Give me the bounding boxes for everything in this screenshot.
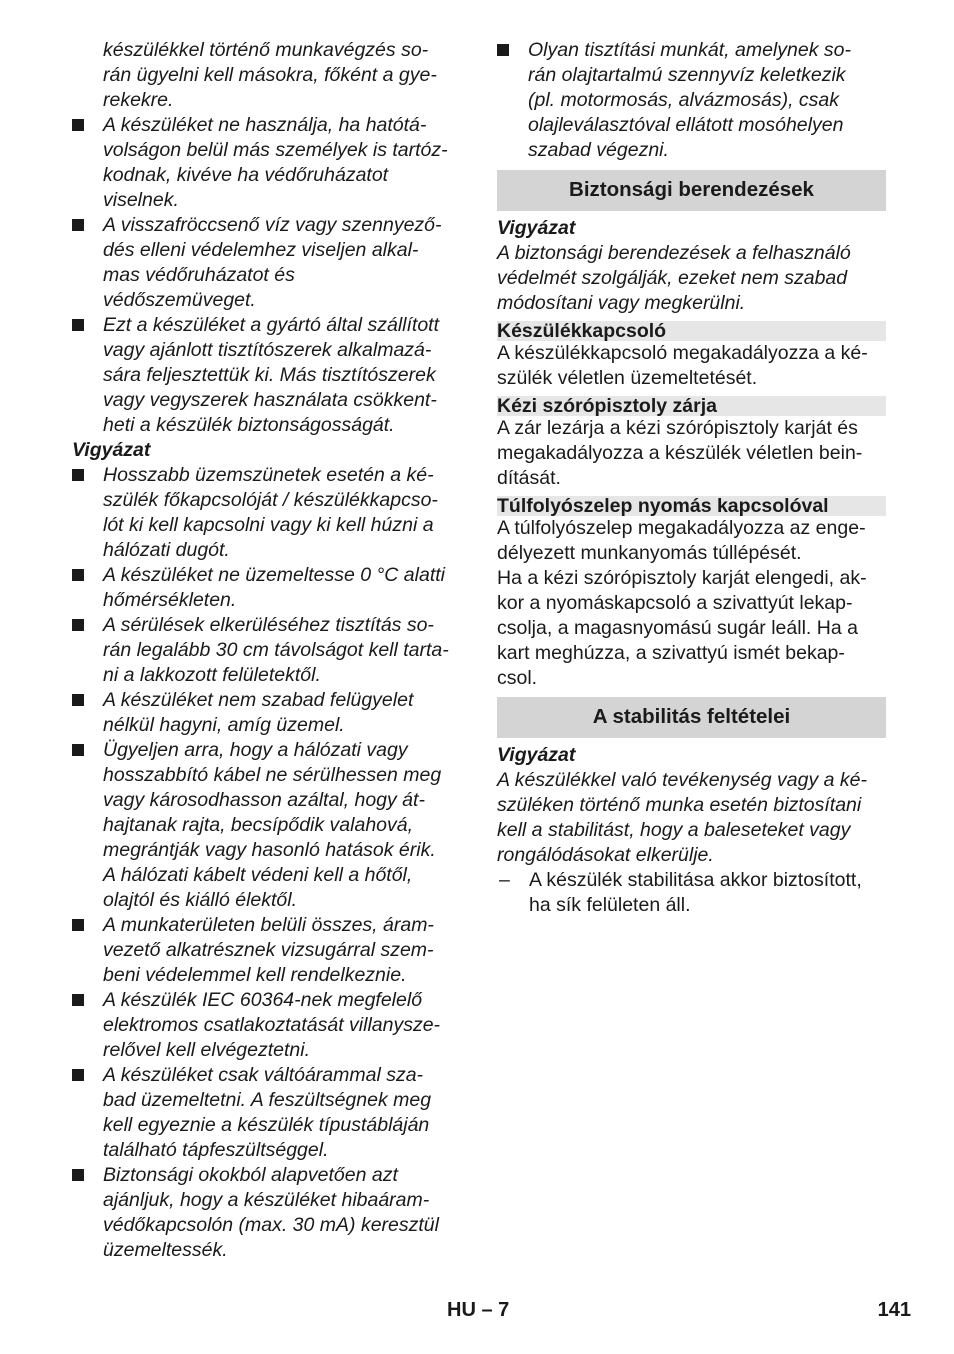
- text-line: Ha a kézi szórópisztoly karját elengedi, ak-: [497, 567, 867, 589]
- square-bullet-icon: [72, 619, 84, 631]
- text-line: olajtól és kiálló élektől.: [103, 889, 298, 911]
- bullet-item: [497, 38, 886, 163]
- text-line: kor a nyomáskapcsoló a szivattyút lekap-: [497, 592, 853, 614]
- square-bullet-icon: [72, 694, 84, 706]
- warning-label: Vigyázat: [497, 744, 576, 766]
- text-line: A zár lezárja a kézi szórópisztoly karját és: [497, 417, 858, 439]
- bullet-item: [72, 988, 464, 1063]
- text-line: csol.: [497, 667, 538, 689]
- text-line: megrántják vagy hasonló hatások érik.: [103, 839, 436, 861]
- text-line: Olyan tisztítási munkát, amelynek so-: [528, 39, 851, 61]
- text-line: kell a stabilitást, hogy a baleseteket vagy: [497, 819, 851, 841]
- paragraph: [497, 416, 886, 491]
- square-bullet-icon: [72, 319, 84, 331]
- bullet-item: [72, 213, 464, 313]
- text-line: Ezt a készüléket a gyártó által szállított: [103, 314, 439, 336]
- text-line: dés elleni védelemhez viseljen alkal-: [103, 239, 419, 261]
- warning-label: Vigyázat: [497, 217, 576, 239]
- dash-item-text: [529, 868, 886, 918]
- bullet-item: [72, 113, 464, 213]
- square-bullet-icon: [72, 219, 84, 231]
- right-column: [497, 38, 886, 918]
- text-line: szabad végezni.: [528, 139, 669, 161]
- warning-label: Vigyázat: [72, 439, 151, 461]
- text-line: védőszemüveget.: [103, 289, 256, 311]
- warning-text: [497, 241, 886, 316]
- text-line: A készülék stabilitása akkor biztosított,: [529, 869, 862, 891]
- text-line: mas védőruházatot és: [103, 264, 295, 286]
- text-line: elektromos csatlakoztatását villanysze-: [103, 1014, 441, 1036]
- text-line: védőkapcsolón (max. 30 mA) keresztül: [103, 1214, 439, 1236]
- bullet-item: [72, 1063, 464, 1163]
- text-line: A hálózati kábelt védeni kell a hőtől,: [103, 864, 413, 886]
- bullet-item: [72, 1163, 464, 1263]
- left-column: [72, 38, 464, 1263]
- text-line: kodnak, kivéve ha védőruházatot: [103, 164, 389, 186]
- text-line: A biztonsági berendezések a felhasználó: [497, 242, 851, 264]
- square-bullet-icon: [72, 119, 84, 131]
- text-line: kart meghúzza, a szivattyú ismét bekap-: [497, 642, 845, 664]
- text-line: rán legalább 30 cm távolságot kell tarta-: [103, 639, 449, 661]
- text-line: sára feljesztettük ki. Más tisztítószerek: [103, 364, 436, 386]
- text-line: viselnek.: [103, 189, 179, 211]
- text-line: A készüléket ne üzemeltesse 0 °C alatti: [103, 564, 445, 586]
- text-line: lót ki kell kapcsolni vagy ki kell húzni a: [103, 514, 434, 536]
- text-line: rán ügyelni kell másokra, főként a gye-: [103, 64, 437, 86]
- paragraph: [497, 516, 886, 691]
- subheading-device-switch: Készülékkapcsoló: [497, 321, 886, 341]
- text-line: Biztonsági okokból alapvetően azt: [103, 1164, 398, 1186]
- text-line: dítását.: [497, 467, 561, 489]
- bullet-item: [72, 738, 464, 913]
- text-line: védelmét szolgálják, ezeket nem szabad: [497, 267, 848, 289]
- text-line: ni a lakkozott felületektől.: [103, 664, 321, 686]
- text-line: délyezett munkanyomás túllépését.: [497, 542, 802, 564]
- text-line: hőmérsékleten.: [103, 589, 237, 611]
- text-line: A készüléket ne használja, ha hatótá-: [103, 114, 427, 136]
- text-line: módosítani vagy megkerülni.: [497, 292, 746, 314]
- subheading-spray-gun-lock: Kézi szórópisztoly zárja: [497, 396, 886, 416]
- bullet-item: [72, 563, 464, 613]
- text-line: (pl. motormosás, alvázmosás), csak: [528, 89, 840, 111]
- text-line: készülékkel történő munkavégzés so-: [103, 39, 429, 61]
- text-line: ha sík felületen áll.: [529, 894, 691, 916]
- section-heading-stability: A stabilitás feltételei: [497, 697, 886, 738]
- text-line: szülék főkapcsolóját / készülékkapcso-: [103, 489, 438, 511]
- text-line: A készülékkapcsoló megakadályozza a ké-: [497, 342, 868, 364]
- subheading-overflow-valve: Túlfolyószelep nyomás kapcsolóval: [497, 496, 886, 516]
- text-line: vagy ajánlott tisztítószerek alkalmazá-: [103, 339, 432, 361]
- text-line: vagy vegyszerek használata csökkent-: [103, 389, 437, 411]
- text-line: bad üzemeltetni. A feszültségnek meg: [103, 1089, 432, 1111]
- footer-language-page: HU – 7: [447, 1299, 510, 1321]
- text-line: Ügyeljen arra, hogy a hálózati vagy: [103, 739, 408, 761]
- text-line: A sérülések elkerüléséhez tisztítás so-: [103, 614, 434, 636]
- text-line: volságon belül más személyek is tartóz-: [103, 139, 448, 161]
- square-bullet-icon: [72, 569, 84, 581]
- text-line: ajánljuk, hogy a készüléket hibaáram-: [103, 1189, 430, 1211]
- text-line: rán olajtartalmú szennyvíz keletkezik: [528, 64, 846, 86]
- text-line: található tápfeszültséggel.: [103, 1139, 329, 1161]
- bullet-item: [72, 913, 464, 988]
- bullet-item: [72, 688, 464, 738]
- square-bullet-icon: [72, 469, 84, 481]
- text-line: beni védelemmel kell rendelkeznie.: [103, 964, 407, 986]
- text-line: A munkaterületen belüli összes, áram-: [103, 914, 434, 936]
- bullet-item: [72, 613, 464, 688]
- text-line: szülék véletlen üzemeltetését.: [497, 367, 758, 389]
- text-line: hosszabbító kábel ne sérülhessen meg: [103, 764, 442, 786]
- text-line: hajtanak rajta, becsípődik valahová,: [103, 814, 414, 836]
- text-line: rekekre.: [103, 89, 174, 111]
- text-line: A készülékkel való tevékenység vagy a ké-: [497, 769, 867, 791]
- text-line: relővel kell elvégeztetni.: [103, 1039, 311, 1061]
- text-line: A készülék IEC 60364-nek megfelelő: [103, 989, 423, 1011]
- text-line: heti a készülék biztonságosságát.: [103, 414, 395, 436]
- intro-paragraph: [72, 38, 464, 113]
- text-line: hálózati dugót.: [103, 539, 230, 561]
- text-line: szüléken történő munka esetén biztosítani: [497, 794, 862, 816]
- bullet-list-b: [72, 463, 464, 1263]
- square-bullet-icon: [72, 919, 84, 931]
- page-number: 141: [877, 1299, 911, 1321]
- text-line: Hosszabb üzemszünetek esetén a ké-: [103, 464, 434, 486]
- square-bullet-icon: [72, 994, 84, 1006]
- text-line: rongálódásokat elkerülje.: [497, 844, 714, 866]
- text-line: csolja, a magasnyomású sugár leáll. Ha a: [497, 617, 858, 639]
- square-bullet-icon: [497, 44, 509, 56]
- text-line: A készüléket csak váltóárammal sza-: [103, 1064, 424, 1086]
- warning-text: [497, 768, 886, 868]
- text-line: megakadályozza a készülék véletlen bein-: [497, 442, 863, 464]
- square-bullet-icon: [72, 744, 84, 756]
- dash-list-item: [497, 868, 886, 918]
- text-line: nélkül hagyni, amíg üzemel.: [103, 714, 345, 736]
- bullet-list-a: [72, 113, 464, 438]
- text-line: vezető alkatrésznek vizsugárral szem-: [103, 939, 434, 961]
- bullet-list-top: [497, 38, 886, 163]
- text-line: üzemeltessék.: [103, 1239, 228, 1261]
- text-line: A visszafröccsenő víz vagy szennyező-: [103, 214, 442, 236]
- bullet-item: [72, 313, 464, 438]
- paragraph: [497, 341, 886, 391]
- bullet-item: [72, 463, 464, 563]
- text-line: A túlfolyószelep megakadályozza az enge-: [497, 517, 866, 539]
- square-bullet-icon: [72, 1169, 84, 1181]
- section-heading-safety-devices: Biztonsági berendezések: [497, 170, 886, 211]
- text-line: A készüléket nem szabad felügyelet: [103, 689, 414, 711]
- text-line: vagy károsodhasson azáltal, hogy át-: [103, 789, 425, 811]
- text-line: kell egyeznie a készülék típustábláján: [103, 1114, 430, 1136]
- square-bullet-icon: [72, 1069, 84, 1081]
- text-line: olajleválasztóval ellátott mosóhelyen: [528, 114, 844, 136]
- dash-marker: –: [499, 869, 510, 891]
